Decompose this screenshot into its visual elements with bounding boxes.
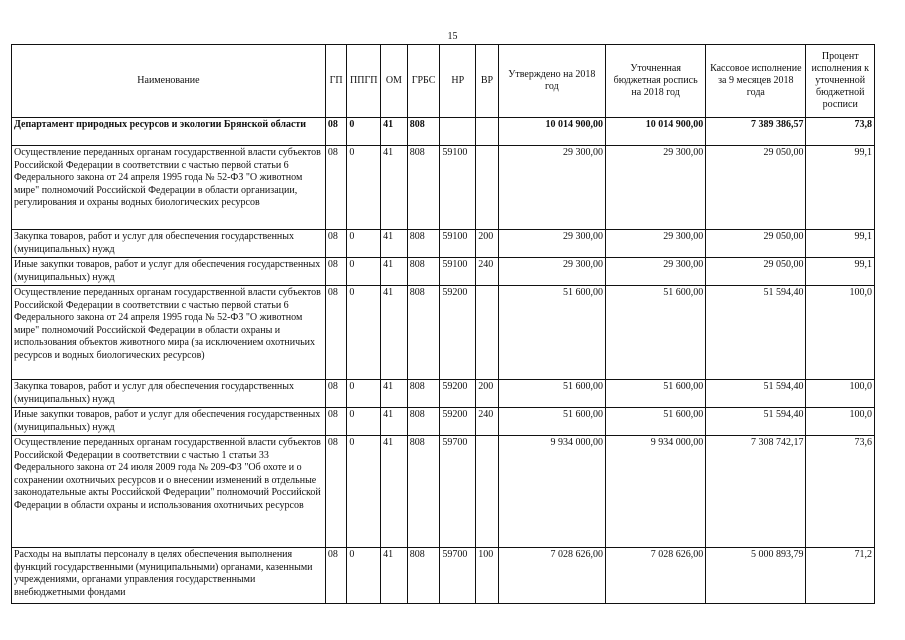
cell-nr: 59100 [440, 230, 476, 258]
header-percent: Процент исполнения к уточненной бюджетной росписи [806, 45, 875, 118]
cell-grbs: 808 [407, 146, 440, 230]
header-row [12, 45, 875, 118]
cell-percent: 100,0 [806, 286, 875, 380]
table-row [12, 258, 875, 286]
cell-ppgp: 0 [347, 146, 381, 230]
cell-approved: 7 028 626,00 [498, 548, 605, 604]
header-om: ОМ [381, 45, 408, 118]
cell-grbs: 808 [407, 258, 440, 286]
cell-vr [476, 118, 498, 146]
cell-cash: 7 308 742,17 [706, 436, 806, 548]
cell-om: 41 [381, 258, 408, 286]
cell-name: Иные закупки товаров, работ и услуг для обеспечения государственных (муниципальных) нужд [12, 408, 326, 436]
cell-refined: 7 028 626,00 [606, 548, 706, 604]
cell-vr: 240 [476, 408, 498, 436]
cell-grbs: 808 [407, 286, 440, 380]
cell-cash: 51 594,40 [706, 286, 806, 380]
table-row [12, 548, 875, 604]
cell-refined: 29 300,00 [606, 230, 706, 258]
cell-cash: 29 050,00 [706, 146, 806, 230]
cell-om: 41 [381, 118, 408, 146]
cell-approved: 29 300,00 [498, 146, 605, 230]
header-cash: Кассовое исполнение за 9 месяцев 2018 года [706, 45, 806, 118]
header-grbs: ГРБС [407, 45, 440, 118]
cell-om: 41 [381, 230, 408, 258]
cell-grbs: 808 [407, 408, 440, 436]
table-row [12, 118, 875, 146]
cell-nr: 59100 [440, 258, 476, 286]
cell-grbs: 808 [407, 436, 440, 548]
header-nr: НР [440, 45, 476, 118]
cell-refined: 9 934 000,00 [606, 436, 706, 548]
cell-refined: 29 300,00 [606, 146, 706, 230]
cell-ppgp: 0 [347, 436, 381, 548]
cell-approved: 10 014 900,00 [498, 118, 605, 146]
table-row [12, 436, 875, 548]
cell-approved: 51 600,00 [498, 286, 605, 380]
cell-om: 41 [381, 548, 408, 604]
header-vr: ВР [476, 45, 498, 118]
cell-vr: 200 [476, 230, 498, 258]
cell-percent: 100,0 [806, 408, 875, 436]
cell-percent: 100,0 [806, 380, 875, 408]
cell-gp: 08 [325, 230, 346, 258]
cell-ppgp: 0 [347, 408, 381, 436]
budget-execution-table [11, 44, 875, 604]
cell-nr: 59200 [440, 408, 476, 436]
cell-approved: 9 934 000,00 [498, 436, 605, 548]
cell-approved: 51 600,00 [498, 408, 605, 436]
cell-name: Закупка товаров, работ и услуг для обеспечения государственных (муниципальных) нужд [12, 380, 326, 408]
header-approved: Утверждено на 2018 год [498, 45, 605, 118]
cell-refined: 51 600,00 [606, 286, 706, 380]
cell-nr: 59200 [440, 286, 476, 380]
cell-grbs: 808 [407, 548, 440, 604]
cell-grbs: 808 [407, 230, 440, 258]
table-row [12, 286, 875, 380]
cell-om: 41 [381, 380, 408, 408]
cell-name: Осуществление переданных органам государственной власти субъектов Российской Федерации в соответствии с частью первой статьи 6 Федерального закона от 24 апреля 1995 года № 52-ФЗ "О животном мире" полномочий Российской Федерации в области охраны и использования объектов животного мира (за исключением охотничьих ресурсов и водных биологических ресурсов) [12, 286, 326, 380]
page-number: 15 [447, 31, 458, 42]
cell-vr: 100 [476, 548, 498, 604]
cell-vr [476, 436, 498, 548]
cell-approved: 51 600,00 [498, 380, 605, 408]
cell-om: 41 [381, 286, 408, 380]
cell-gp: 08 [325, 258, 346, 286]
cell-grbs: 808 [407, 380, 440, 408]
cell-percent: 73,6 [806, 436, 875, 548]
cell-ppgp: 0 [347, 258, 381, 286]
cell-gp: 08 [325, 408, 346, 436]
cell-nr: 59200 [440, 380, 476, 408]
cell-cash: 51 594,40 [706, 408, 806, 436]
cell-vr [476, 146, 498, 230]
cell-cash: 51 594,40 [706, 380, 806, 408]
cell-cash: 29 050,00 [706, 258, 806, 286]
cell-nr [440, 118, 476, 146]
cell-gp: 08 [325, 380, 346, 408]
cell-name: Осуществление переданных органам государственной власти субъектов Российской Федерации в соответствии с частью первой статьи 6 Федерального закона от 24 апреля 1995 года № 52-ФЗ "О животном мире" полномочий Российской Федерации в области организации, регулирования и охраны водных биологических ресурсов [12, 146, 326, 230]
table-row [12, 380, 875, 408]
cell-refined: 29 300,00 [606, 258, 706, 286]
cell-ppgp: 0 [347, 230, 381, 258]
table-row [12, 408, 875, 436]
cell-grbs: 808 [407, 118, 440, 146]
cell-refined: 51 600,00 [606, 380, 706, 408]
cell-percent: 99,1 [806, 230, 875, 258]
cell-name: Расходы на выплаты персоналу в целях обеспечения выполнения функций государственными (муниципальными) органами, казенными учреждениями, органами управления государственными внебюджетными фондами [12, 548, 326, 604]
cell-ppgp: 0 [347, 548, 381, 604]
cell-cash: 5 000 893,79 [706, 548, 806, 604]
cell-om: 41 [381, 146, 408, 230]
cell-nr: 59100 [440, 146, 476, 230]
header-gp: ГП [325, 45, 346, 118]
cell-nr: 59700 [440, 548, 476, 604]
cell-vr: 200 [476, 380, 498, 408]
cell-gp: 08 [325, 146, 346, 230]
cell-cash: 7 389 386,57 [706, 118, 806, 146]
cell-gp: 08 [325, 548, 346, 604]
cell-om: 41 [381, 436, 408, 548]
header-ppgp: ППГП [347, 45, 381, 118]
table-row [12, 146, 875, 230]
table-row [12, 230, 875, 258]
cell-refined: 10 014 900,00 [606, 118, 706, 146]
cell-percent: 71,2 [806, 548, 875, 604]
cell-gp: 08 [325, 286, 346, 380]
cell-name: Департамент природных ресурсов и экологии Брянской области [12, 118, 326, 146]
cell-ppgp: 0 [347, 118, 381, 146]
cell-vr [476, 286, 498, 380]
cell-gp: 08 [325, 436, 346, 548]
cell-ppgp: 0 [347, 380, 381, 408]
cell-approved: 29 300,00 [498, 230, 605, 258]
cell-approved: 29 300,00 [498, 258, 605, 286]
cell-percent: 73,8 [806, 118, 875, 146]
header-refined: Уточненная бюджетная роспись на 2018 год [606, 45, 706, 118]
cell-name: Иные закупки товаров, работ и услуг для обеспечения государственных (муниципальных) нужд [12, 258, 326, 286]
cell-name: Закупка товаров, работ и услуг для обеспечения государственных (муниципальных) нужд [12, 230, 326, 258]
cell-cash: 29 050,00 [706, 230, 806, 258]
cell-vr: 240 [476, 258, 498, 286]
cell-gp: 08 [325, 118, 346, 146]
cell-name: Осуществление переданных органам государственной власти субъектов Российской Федерации в соответствии с частью 1 статьи 33 Федерального закона от 24 июля 2009 года № 209-ФЗ "Об охоте и о сохранении охотничьих ресурсов и о внесении изменений в отдельные законодательные акты Российской Федерации" полномочий Российской Федерации в области охраны и использования охотничьих ресурсов [12, 436, 326, 548]
cell-ppgp: 0 [347, 286, 381, 380]
cell-percent: 99,1 [806, 146, 875, 230]
cell-refined: 51 600,00 [606, 408, 706, 436]
cell-nr: 59700 [440, 436, 476, 548]
cell-percent: 99,1 [806, 258, 875, 286]
cell-om: 41 [381, 408, 408, 436]
header-name: Наименование [12, 45, 326, 118]
